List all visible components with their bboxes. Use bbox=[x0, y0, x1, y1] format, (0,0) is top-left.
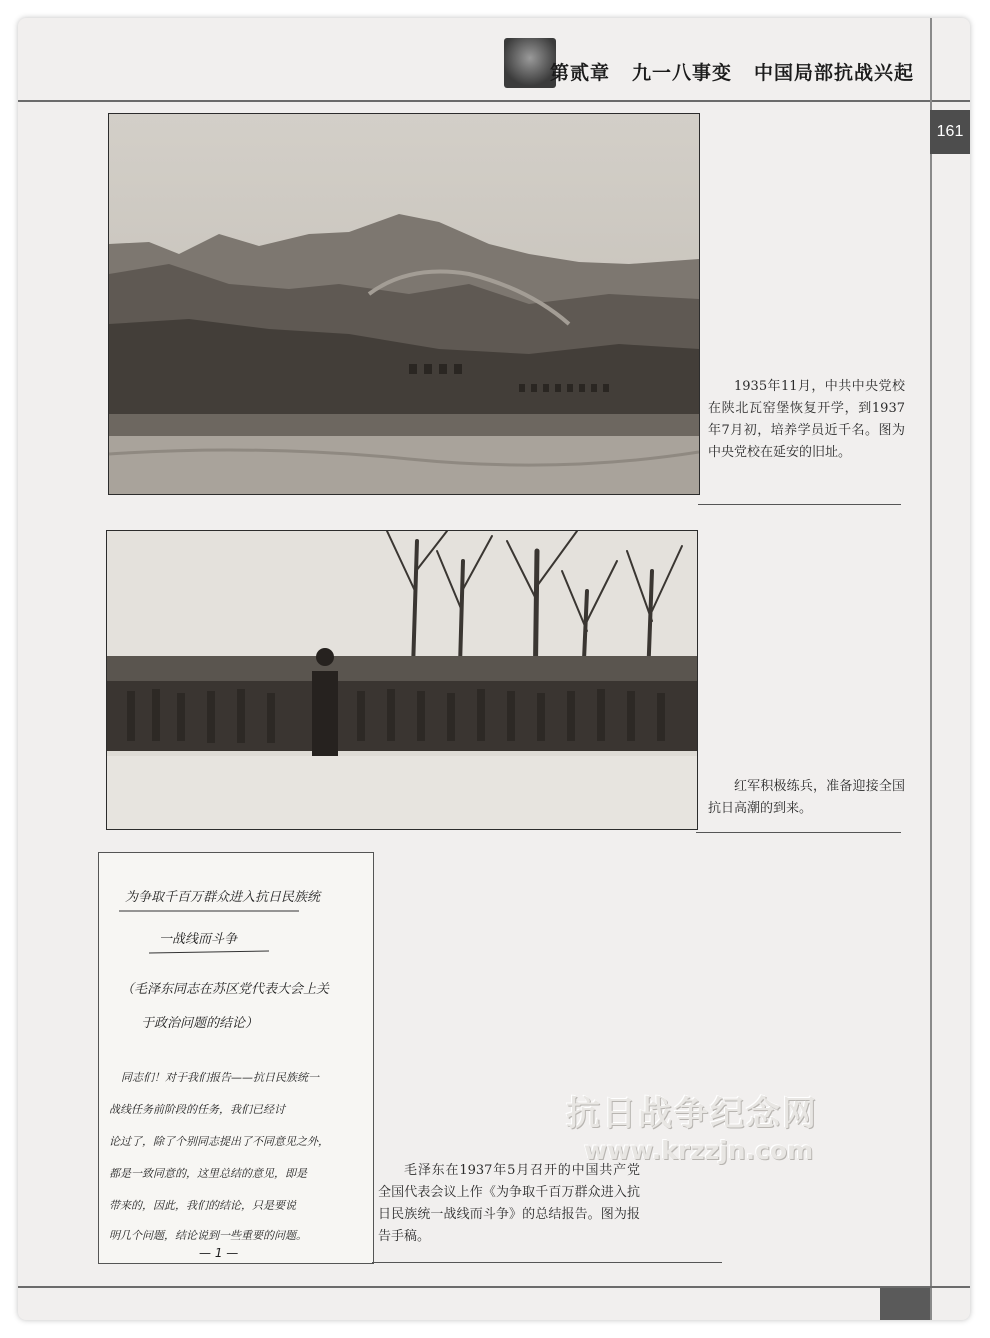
margin-rule bbox=[930, 18, 932, 1320]
manuscript-line: 都是一致同意的，这里总结的意见，即是 bbox=[109, 1167, 307, 1180]
manuscript-line: 一战线而斗争 bbox=[159, 932, 238, 947]
header-rule bbox=[18, 100, 970, 102]
chapter-number: 第贰章 bbox=[550, 62, 611, 84]
footer-rule bbox=[18, 1286, 970, 1288]
manuscript-line: 带来的，因此，我们的结论，只是要说 bbox=[109, 1199, 296, 1212]
watermark-url: www.krzzjn.com bbox=[584, 1136, 814, 1165]
manuscript-line: 同志们！对于我们报告——抗日民族统一 bbox=[121, 1071, 319, 1084]
caption-rule bbox=[698, 504, 901, 505]
photo-caption: 毛泽东在1937年5月召开的中国共产党全国代表会议上作《为争取千百万群众进入抗日民族统一战线而斗争》的总结报告。图为报告手稿。 bbox=[378, 1163, 640, 1244]
caption-rule bbox=[696, 832, 901, 833]
manuscript-line: 战线任务前阶段的任务，我们已经讨 bbox=[109, 1103, 285, 1116]
manuscript-line: 论过了，除了个别同志提出了不同意见之外， bbox=[109, 1135, 329, 1148]
manuscript-line: 明几个问题，结论说到一些重要的问题。 bbox=[109, 1229, 307, 1242]
book-page bbox=[18, 18, 970, 1320]
soldier-statue-emblem bbox=[504, 38, 556, 88]
red-army-drill-photo bbox=[106, 530, 698, 830]
chapter-header bbox=[550, 58, 936, 85]
party-school-photo bbox=[108, 113, 700, 495]
page-number: 161 bbox=[930, 110, 970, 154]
manuscript-line: 为争取千百万群众进入抗日民族统 bbox=[125, 890, 321, 905]
chapter-event: 九一八事变 bbox=[632, 62, 733, 84]
manuscript-photo bbox=[98, 852, 374, 1264]
chapter-title: 中国局部抗战兴起 bbox=[754, 62, 915, 84]
footer-block bbox=[880, 1288, 930, 1320]
photo-caption: 红军积极练兵，准备迎接全国抗日高潮的到来。 bbox=[708, 779, 905, 816]
photo-caption: 1935年11月，中共中央党校在陕北瓦窑堡恢复开学，到1937年7月初，培养学员近千名。图为中央党校在延安的旧址。 bbox=[708, 379, 905, 460]
manuscript-page-mark: — 1 — bbox=[199, 1246, 239, 1260]
watermark-site-name: 抗日战争纪念网 bbox=[566, 1094, 818, 1134]
manuscript-line: （毛泽东同志在苏区党代表大会上关 bbox=[121, 982, 330, 997]
caption-rule bbox=[372, 1262, 722, 1263]
manuscript-line: 于政治问题的结论） bbox=[141, 1016, 259, 1031]
